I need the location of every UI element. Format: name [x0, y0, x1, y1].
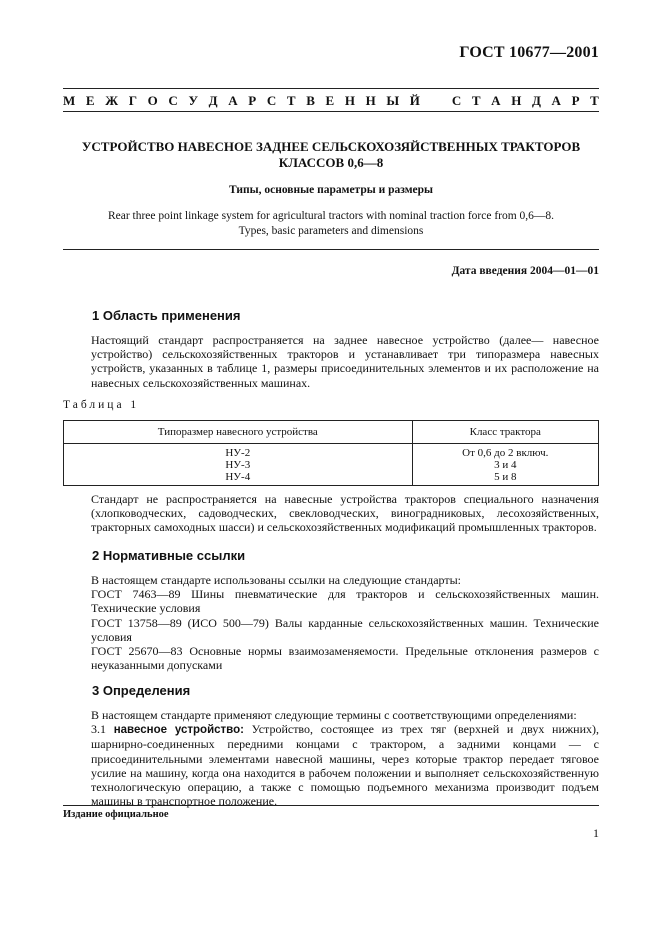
official-edition-label: Издание официальное	[63, 809, 169, 820]
standard-type-letter: Е	[85, 93, 95, 108]
table-header-row	[64, 421, 599, 444]
standard-type-letter: Н	[365, 93, 376, 108]
standard-type-letter: В	[306, 93, 315, 108]
page-number: 1	[593, 826, 599, 840]
standard-type-letter: Н	[344, 93, 355, 108]
table-header-cell: Типоразмер навесного устройства	[64, 421, 413, 444]
section-3-intro: В настоящем стандарте применяют следующие термины с соответствующими определениями:	[91, 708, 577, 722]
title-rule	[63, 249, 599, 250]
section-3-heading: 3 Определения	[92, 683, 191, 698]
title-line-2: КЛАССОВ 0,6—8	[278, 155, 384, 170]
table-cell-classes: От 0,6 до 2 включ. 3 и 4 5 и 8	[412, 444, 598, 486]
standard-type-letter: Д	[208, 93, 218, 108]
standard-type-letter: Й	[409, 93, 420, 108]
title-block	[63, 139, 599, 239]
standard-type-letter: Р	[571, 93, 580, 108]
standard-type-letter: А	[491, 93, 501, 108]
section-2-intro: В настоящем стандарте использованы ссылки на следующие стандарты:	[91, 573, 462, 587]
definition-term: навесное устройство:	[113, 724, 244, 737]
standard-type-letter: Р	[248, 93, 257, 108]
standard-type-letter: Н	[511, 93, 522, 108]
standard-type-letter: С	[451, 93, 462, 108]
english-title-2: Types, basic parameters and dimensions	[238, 225, 424, 237]
section-3-body	[63, 708, 599, 808]
definition-3-1: 3.1 навесное устройство: Устройство, состоящее из трех тяг (верхней и двух нижних), шарнирно-соединенных передними концами с трактором, а задними концами — с присоединительными элементами навесной машины, через которые трактор передает тяговое усилие на машину, когда она находится в рабочем положении и выполняет сельскохозяйственную технологическую операцию, а также с помощью подъемного механизма производит подъем машины в транспортное положение.	[91, 722, 600, 809]
standard-type-letter: Т	[471, 93, 481, 108]
standard-type-letter: Г	[128, 93, 138, 108]
standard-type-letter: С	[168, 93, 178, 108]
document-code: ГОСТ 10677—2001	[459, 44, 599, 61]
standard-type-letter: Д	[531, 93, 541, 108]
table-cell-types: НУ-2 НУ-3 НУ-4	[64, 444, 413, 486]
introduction-date: Дата введения 2004—01—01	[451, 265, 599, 277]
standard-type-letter: А	[551, 93, 561, 108]
subtitle: Типы, основные параметры и размеры	[228, 184, 434, 196]
standard-type-letter: У	[188, 93, 198, 108]
standard-type-letter: С	[266, 93, 277, 108]
reference-item: ГОСТ 13758—89 (ИСО 500—79) Валы карданные сельскохозяйственных машин. Технические условия	[91, 615, 599, 644]
standard-type-letter: Т	[286, 93, 296, 108]
section-2-body	[63, 573, 599, 672]
standard-type-letter: О	[147, 93, 158, 108]
reference-item: ГОСТ 7463—89 Шины пневматические для тракторов и сельскохозяйственных машин. Технические условия	[91, 587, 599, 616]
title-line-1: УСТРОЙСТВО НАВЕСНОЕ ЗАДНЕЕ СЕЛЬСКОХОЗЯЙСТВЕННЫХ ТРАКТОРОВ	[81, 139, 581, 154]
standard-type-letter: Е	[325, 93, 335, 108]
standard-type-letter: Т	[590, 93, 599, 108]
standard-type-letter: А	[228, 93, 238, 108]
table-row	[64, 444, 599, 486]
standard-type-letter: М	[63, 93, 76, 108]
table-header-cell: Класс трактора	[412, 421, 598, 444]
table-1-caption: Таблица 1	[63, 399, 140, 411]
english-title-1: Rear three point linkage system for agricultural tractors with nominal traction force from 0,6—8.	[107, 210, 555, 222]
section-1-heading: 1 Область применения	[92, 308, 241, 323]
reference-item: ГОСТ 25670—83 Основные нормы взаимозаменяемости. Предельные отклонения размеров с неуказанными допусками	[91, 644, 599, 673]
table-1	[63, 420, 599, 486]
standard-type-letter: Ы	[386, 93, 400, 108]
section-1-paragraph-2: Стандарт не распространяется на навесные устройства тракторов специального назначения (хлопководческих, садоводческих, свекловодческих, виноградниковых, лесохозяйственных, тракторных самоходных шасси) и сельскохозяйственных модификаций промышленных тракторов.	[91, 492, 599, 535]
section-2-heading: 2 Нормативные ссылки	[92, 548, 246, 563]
footer-rule	[63, 805, 599, 806]
top-rule	[63, 88, 599, 89]
section-1-paragraph-1: Настоящий стандарт распространяется на заднее навесное устройство (далее— навесное устройство) сельскохозяйственных тракторов и устанавливает три типоразмера навесных устройств, указанных в таблице 1, размеры присоединительных элементов и их расположение на навесных сельскохозяйственных машинах.	[91, 333, 599, 390]
standard-type-banner	[63, 93, 599, 109]
standard-type-letter: Ж	[105, 93, 119, 108]
banner-rule	[63, 111, 599, 112]
